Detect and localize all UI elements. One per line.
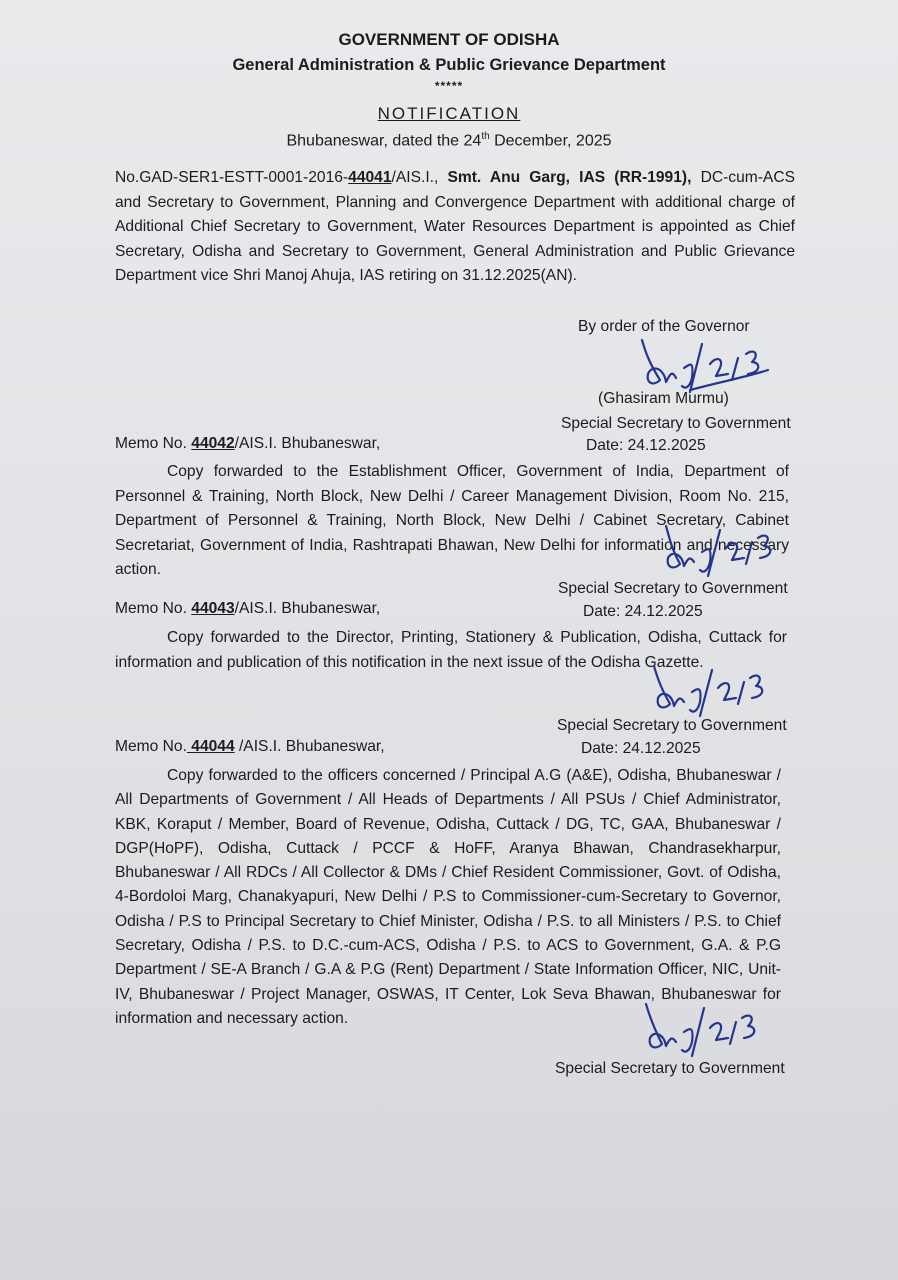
memo-1-text: Copy forwarded to the Establishment Officer, Government of India, Department of Personnel & Training, North Block, New Delhi / Career Management Division, Room No. 215, Department of Personnel & Training, North Block, New Delhi / Cabinet Secretary, Cabinet Secretariat, Government of India, Rashtrapati Bhawan, New Delhi for information and necessary action. bbox=[115, 463, 789, 578]
signature-4 bbox=[622, 1000, 772, 1060]
memo-2-designation: Special Secretary to Government bbox=[557, 717, 787, 734]
memo-1-designation: Special Secretary to Government bbox=[558, 580, 788, 597]
memo-1-number bbox=[115, 435, 380, 453]
memo-3-number bbox=[115, 738, 385, 756]
signature-2 bbox=[640, 522, 780, 580]
memo-2-date: Date: 24.12.2025 bbox=[583, 603, 703, 620]
notification-title: NOTIFICATION bbox=[377, 104, 521, 123]
separator-stars: ***** bbox=[434, 79, 464, 93]
dated-prefix: Bhubaneswar, dated the 24 bbox=[286, 132, 482, 150]
government-heading: GOVERNMENT OF ODISHA bbox=[338, 30, 560, 49]
memo-2-num: 44043 bbox=[191, 600, 235, 617]
memo-3-date: Date: 24.12.2025 bbox=[581, 740, 701, 757]
memo-3-prefix: Memo No. bbox=[115, 738, 187, 755]
notification-text: DC-cum-ACS and Secretary to Government, Planning and Convergence Department with additional charge of Additional Chief Secretary to Government, Water Resources Department is appointed as Chief Secretary, Odisha and Secretary to Government, General Administration and Public Grievance Department vice Shri Manoj Ahuja, IAS retiring on 31.12.2025(AN). bbox=[115, 169, 795, 284]
memo-3-designation: Special Secretary to Government bbox=[555, 1060, 785, 1077]
notification-number: 44041 bbox=[348, 169, 392, 186]
memo-3-suffix: /AIS.I. Bhubaneswar, bbox=[234, 738, 385, 755]
department-heading: General Administration & Public Grievance Department bbox=[232, 56, 666, 74]
memo-2-suffix: /AIS.I. Bhubaneswar, bbox=[234, 600, 381, 617]
notification-date bbox=[0, 131, 898, 150]
memo-3-num: 44044 bbox=[186, 738, 235, 755]
notification-number-suffix: /AIS.I., bbox=[391, 169, 448, 186]
memo-1-num: 44042 bbox=[191, 435, 235, 452]
memo-2-prefix: Memo No. bbox=[115, 600, 192, 617]
memo-1-prefix: Memo No. bbox=[115, 435, 192, 452]
dated-sup: th bbox=[481, 131, 490, 142]
signatory-designation: Special Secretary to Government bbox=[561, 415, 791, 432]
memo-3-text: Copy forwarded to the officers concerned / Principal A.G (A&E), Odisha, Bhubaneswar / All Departments of Government / All Heads of Departments / All PSUs / Chief Administrator, KBK, Koraput / Member, Board of Revenue, Odisha, Cuttack / DG, TC, GAA, Bhubaneswar / DGP(HoPF), Odisha, Cuttack / PCCF & HoFF, Aranya Bhawan, Chandrasekharpur, Bhubaneswar / All RDCs / All Collector & DMs / Chief Resident Commissioner, Govt. of Odisha, 4-Bordoloi Marg, Chanakyapuri, New Delhi / P.S to Commissioner-cum-Secretary to Governor, Odisha / P.S to Principal Secretary to Chief Minister, Odisha / P.S. to all Ministers / P.S. to Chief Secretary, Odisha / P.S. to D.C.-cum-ACS, Odisha / P.S. to ACS to Government, G.A. & P.G Department / SE-A Branch / G.A & P.G (Rent) Department / State Information Officer, NIC, Unit-IV, Bhubaneswar / Project Manager, OSWAS, IT Center, Lok Seva Bhawan, Bhubaneswar for information and necessary action. bbox=[115, 767, 781, 1027]
dated-suffix: December, 2025 bbox=[489, 132, 612, 150]
memo-2-number bbox=[115, 600, 380, 618]
signature-1 bbox=[620, 334, 770, 396]
by-order-text: By order of the Governor bbox=[578, 318, 750, 335]
memo-1-date: Date: 24.12.2025 bbox=[586, 437, 706, 454]
memo-1-suffix: /AIS.I. Bhubaneswar, bbox=[234, 435, 381, 452]
signature-3 bbox=[630, 662, 775, 720]
officer-name: Smt. Anu Garg, IAS (RR-1991), bbox=[447, 169, 692, 186]
memo-2-text: Copy forwarded to the Director, Printing, Stationery & Publication, Odisha, Cuttack for information and publication of this notification in the next issue of the Odisha Gazette. bbox=[115, 629, 787, 671]
notification-body bbox=[115, 166, 795, 289]
signatory-name: (Ghasiram Murmu) bbox=[598, 390, 729, 407]
notification-number-prefix: No.GAD-SER1-ESTT-0001-2016- bbox=[115, 169, 349, 186]
